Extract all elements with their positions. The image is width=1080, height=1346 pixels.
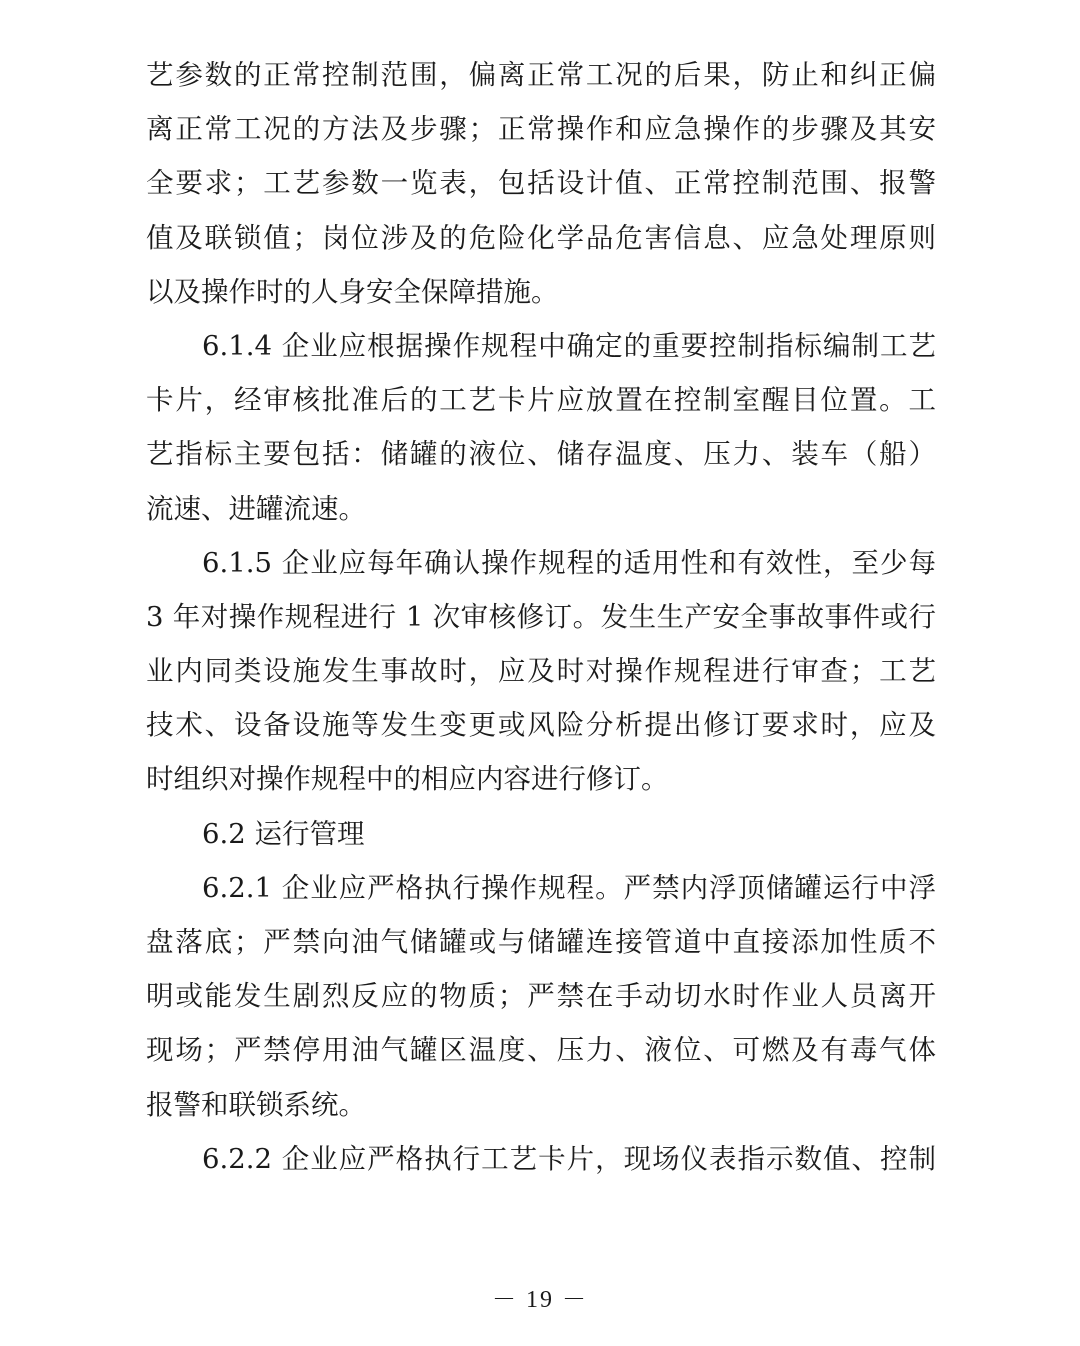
- clause-6-1-5-heading-line: 6.1.5 企业应每年确认操作规程的适用性和有效性，至少每: [202, 546, 936, 579]
- text-line: 离正常工况的方法及步骤；正常操作和应急操作的步骤及其安: [146, 113, 936, 146]
- text-line: 时组织对操作规程中的相应内容进行修订。: [146, 763, 669, 796]
- page-number: － 19 －: [492, 1287, 588, 1313]
- clause-6-2-1-heading-line: 6.2.1 企业应严格执行操作规程。严禁内浮顶储罐运行中浮: [202, 871, 936, 904]
- clause-6-1-4-heading-line: 6.1.4 企业应根据操作规程中确定的重要控制指标编制工艺: [202, 329, 936, 362]
- text-line: 值及联锁值；岗位涉及的危险化学品危害信息、应急处理原则: [146, 221, 936, 254]
- text-line: 流速、进罐流速。: [146, 492, 366, 525]
- text-line: 业内同类设施发生事故时，应及时对操作规程进行审查；工艺: [146, 655, 936, 688]
- text-line: 艺指标主要包括：储罐的液位、储存温度、压力、装车（船）: [146, 438, 936, 471]
- text-line: 艺参数的正常控制范围，偏离正常工况的后果，防止和纠正偏: [146, 59, 936, 91]
- text-line: 报警和联锁系统。: [146, 1088, 366, 1121]
- text-line: 明或能发生剧烈反应的物质；严禁在手动切水时作业人员离开: [146, 980, 936, 1013]
- text-line: 卡片，经审核批准后的工艺卡片应放置在控制室醒目位置。工: [146, 384, 936, 417]
- text-line: 盘落底；严禁向油气储罐或与储罐连接管道中直接添加性质不: [146, 926, 936, 958]
- text-line: 技术、设备设施等发生变更或风险分析提出修订要求时，应及: [146, 709, 936, 742]
- body-text: [146, 48, 936, 1186]
- section-6-2-heading: 6.2 运行管理: [202, 817, 365, 850]
- text-line: 全要求；工艺参数一览表，包括设计值、正常控制范围、报警: [146, 167, 936, 200]
- clause-6-2-2-heading-line: 6.2.2 企业应严格执行工艺卡片，现场仪表指示数值、控制: [202, 1142, 936, 1175]
- text-line: 现场；严禁停用油气罐区温度、压力、液位、可燃及有毒气体: [146, 1034, 936, 1067]
- text-line: 3 年对操作规程进行 1 次审核修订。发生生产安全事故事件或行: [146, 600, 936, 633]
- text-line: 以及操作时的人身安全保障措施。: [146, 275, 559, 308]
